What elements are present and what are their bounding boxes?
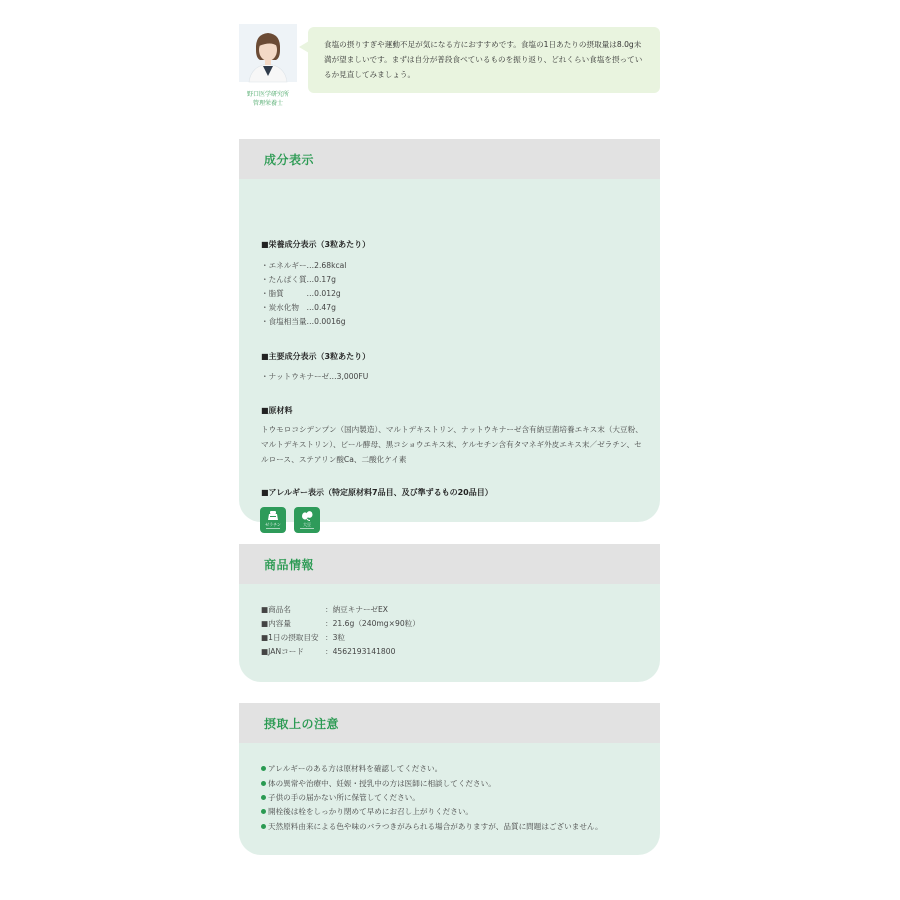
materials-text: トウモロコシデンプン（国内製造）、マルトデキストリン、ナットウキナーゼ含有納豆菌培養エキス末（大豆粉、マルトデキストリン）、ビール酵母、黒コショウエキス末、ケルセチン含有タマネギ外皮エキス末／ゼラチン、セルロース、ステアリン酸Ca、二酸化ケイ素 [261,425,643,464]
materials-title: ■原材料 [261,406,293,415]
nutrition-line: ・食塩相当量…0.0016g [261,317,346,326]
caution-panel [239,703,660,855]
product-info-value: ：3粒 [325,633,346,642]
product-info-row [261,632,345,643]
product-info-panel-header [239,544,660,584]
product-info-key: ■1日の摂取目安 [261,633,319,642]
gelatin-icon [260,507,286,533]
advisor-message-bubble: 食塩の摂りすぎや運動不足が気になる方におすすめです。食塩の1日あたりの摂取量は8.0g未満が望ましいです。まずは自分が普段食べているものを振り返り、どれくらい食塩を摂っているか見直してみましょう。 [308,27,660,93]
bullet-icon [261,795,266,800]
product-info-value: ：21.6g（240mg×90粒） [325,619,420,628]
ingredients-panel [239,139,660,527]
product-info-value: ：納豆キナーゼEX [325,605,389,614]
main-component-title: ■主要成分表示（3粒あたり） [261,352,371,361]
allergy-title: ■アレルギー表示（特定原材料7品目、及び準ずるもの20品目） [261,488,493,497]
allergy-label-soybean: 大豆 [303,522,311,527]
bullet-icon [261,781,266,786]
caution-item: 開栓後は栓をしっかり閉めて早めにお召し上がりください。 [261,806,473,817]
product-info-key: ■内容量 [261,619,291,628]
product-info-row [261,604,388,615]
caution-item: 天然原料由来による色や味のバラつきがみられる場合がありますが、品質に問題はございません。 [261,821,603,832]
nutrition-line: ・炭水化物 …0.47g [261,303,336,312]
ingredients-title: 成分表示 [264,152,315,167]
product-info-key: ■JANコード [261,647,304,656]
nutrition-title: ■栄養成分表示（3粒あたり） [261,240,371,249]
advisor [238,24,298,108]
nutrition-line: ・エネルギー…2.68kcal [261,261,347,270]
advisor-organization: 野口医学研究所 [246,91,289,98]
allergy-label-gelatin: ゼラチン [265,522,281,527]
allergy-icons [260,507,320,533]
nutrition-line: ・たんぱく質…0.17g [261,275,336,284]
main-component-line: ・ナットウキナーゼ…3,000FU [261,372,369,381]
product-info-value: ：4562193141800 [325,647,396,656]
bullet-icon [261,824,266,829]
caution-panel-header [239,703,660,743]
caution-item: 体の異常や治療中、妊娠・授乳中の方は医師に相談してください。 [261,778,496,789]
bullet-icon [261,766,266,771]
caution-item: 子供の手の届かない所に保管してください。 [261,792,420,803]
ingredients-panel-header [239,139,660,179]
advisor-role: 管理栄養士 [252,100,283,107]
product-info-row [261,618,420,629]
product-info-key: ■商品名 [261,605,291,614]
product-info-row [261,646,395,657]
caution-title: 摂取上の注意 [264,716,340,731]
bullet-icon [261,809,266,814]
nutrition-line: ・脂質 …0.012g [261,289,341,298]
product-info-title: 商品情報 [264,557,315,572]
product-info-panel [239,544,660,682]
soybean-icon [294,507,320,533]
advisor-avatar [239,24,297,82]
caution-item: アレルギーのある方は原材料を確認してください。 [261,763,442,774]
